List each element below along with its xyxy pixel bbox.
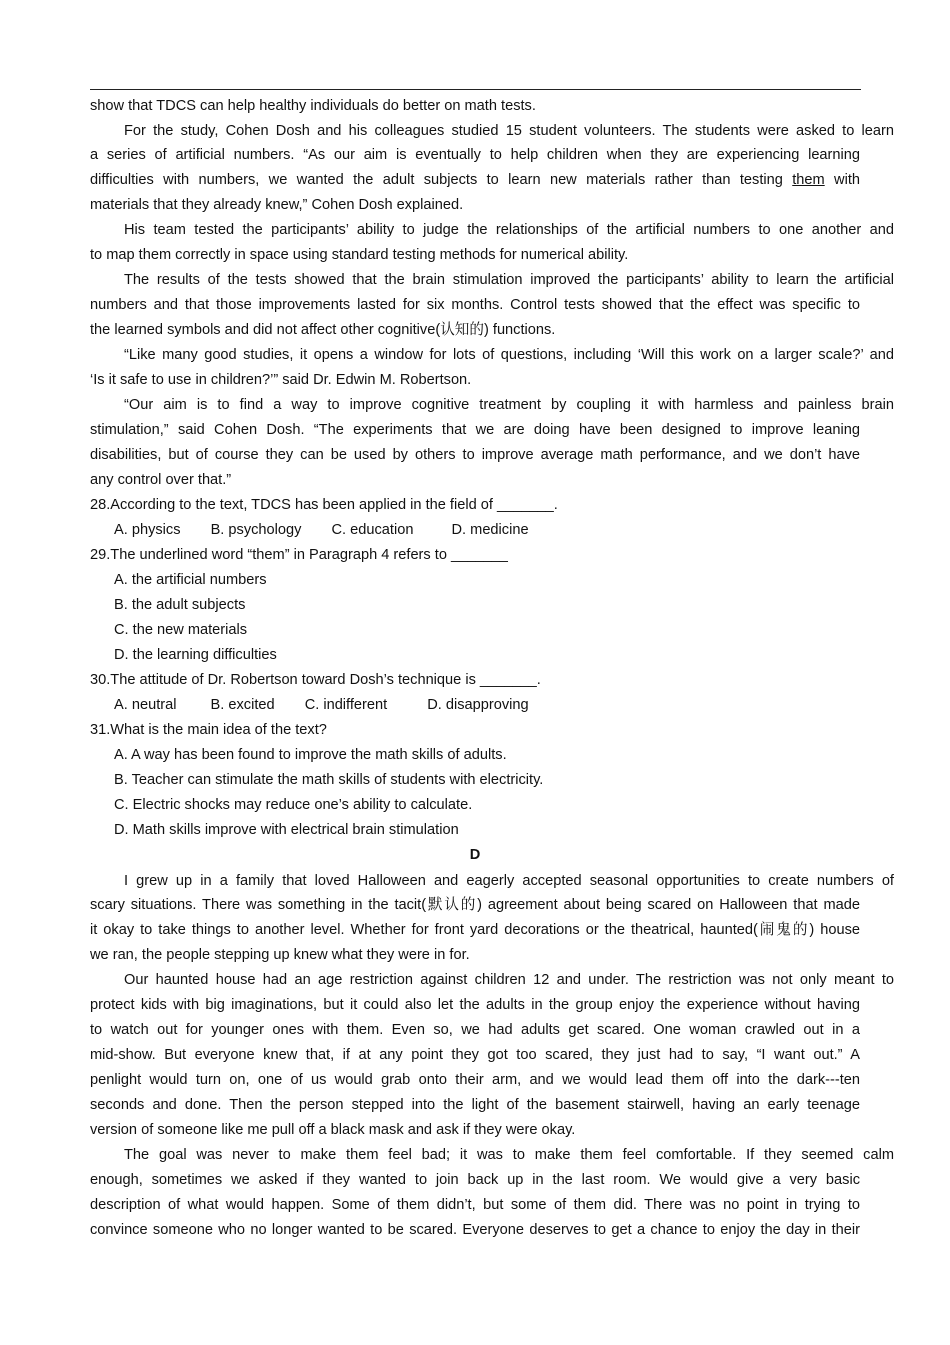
question-31-option-d[interactable]: D. Math skills improve with electrical brain stimulation xyxy=(114,822,459,838)
passage-d-line: Our haunted house had an age restriction against children 12 and under. The restriction was not only meant to xyxy=(124,972,894,988)
option-d[interactable]: D. disapproving xyxy=(427,697,529,713)
option-c[interactable]: C. education xyxy=(331,522,414,538)
passage-c-line: the learned symbols and did not affect other cognitive(认知的) functions. xyxy=(90,322,556,338)
question-30-options xyxy=(114,696,529,714)
question-29-option-b[interactable]: B. the adult subjects xyxy=(114,597,246,613)
question-28-options xyxy=(114,521,529,539)
passage-d-line: description of what would happen. Some of them didn’t, but some of them did. There was no point in trying to xyxy=(90,1197,860,1213)
passage-c-line: to map them correctly in space using standard testing methods for numerical ability. xyxy=(90,247,629,263)
passage-d-line: penlight would turn on, one of us would grab onto their arm, and we would lead them off into the dark---ten xyxy=(90,1072,860,1088)
passage-d-line: protect kids with big imaginations, but it could also let the adults in the group enjoy the experience without having xyxy=(90,997,860,1013)
option-a[interactable]: A. physics xyxy=(114,522,181,538)
passage-d-line: The goal was never to make them feel bad; it was to make them feel comfortable. If they seemed calm xyxy=(124,1147,894,1163)
passage-c-line: difficulties with numbers, we wanted the adult subjects to learn new materials rather than testing them with xyxy=(90,172,860,188)
passage-c-line: numbers and that those improvements lasted for six months. Control tests showed that the effect was specific to xyxy=(90,297,860,313)
passage-d-line: enough, sometimes we asked if they wanted to join back up in the last room. We would give a very basic xyxy=(90,1172,860,1188)
passage-d-line: it okay to take things to another level. Whether for front yard decorations or the theatrical, haunted(闹鬼的) house xyxy=(90,922,860,938)
passage-c-line: The results of the tests showed that the brain stimulation improved the participants’ ability to learn the artificial xyxy=(124,272,894,288)
passage-d-line: mid-show. But everyone knew that, if at any point they got too scared, they just had to say, “I want out.” A xyxy=(90,1047,860,1063)
underlined-word: them xyxy=(792,172,825,188)
passage-d-line: convince someone who no longer wanted to be scared. Everyone deserves to get a chance to enjoy the day in their xyxy=(90,1222,860,1238)
passage-d-heading: D xyxy=(469,847,481,863)
question-29-option-d[interactable]: D. the learning difficulties xyxy=(114,647,277,663)
passage-c-line: “Our aim is to find a way to improve cognitive treatment by coupling it with harmless and painless brain xyxy=(124,397,894,413)
passage-c-line: materials that they already knew,” Cohen Dosh explained. xyxy=(90,197,464,213)
question-29-option-a[interactable]: A. the artificial numbers xyxy=(114,572,267,588)
passage-c-line: His team tested the participants’ ability to judge the relationships of the artificial numbers to one another and xyxy=(124,222,894,238)
question-31-option-b[interactable]: B. Teacher can stimulate the math skills of students with electricity. xyxy=(114,772,544,788)
quoted-word: them xyxy=(252,547,285,563)
passage-c-line: a series of artificial numbers. “As our aim is eventually to help children when they are experiencing learning xyxy=(90,147,860,163)
option-a[interactable]: A. neutral xyxy=(114,697,177,713)
option-b[interactable]: B. psychology xyxy=(210,522,302,538)
passage-d-line: I grew up in a family that loved Halloween and eagerly accepted seasonal opportunities to create numbers of xyxy=(124,873,894,889)
option-d[interactable]: D. medicine xyxy=(451,522,529,538)
passage-c-line: show that TDCS can help healthy individuals do better on math tests. xyxy=(90,98,536,114)
question-28-stem: 28.According to the text, TDCS has been applied in the field of _______. xyxy=(90,497,558,513)
question-31-option-c[interactable]: C. Electric shocks may reduce one’s ability to calculate. xyxy=(114,797,473,813)
passage-d-line: to watch out for younger ones with them. Even so, we had adults get scared. One woman crawled out in a xyxy=(90,1022,860,1038)
passage-d-line: scary situations. There was something in the tacit(默认的) agreement about being scared on Halloween that made xyxy=(90,897,860,913)
passage-d-line: we ran, the people stepping up knew what they were in for. xyxy=(90,947,470,963)
option-b[interactable]: B. excited xyxy=(210,697,275,713)
question-31-option-a[interactable]: A. A way has been found to improve the math skills of adults. xyxy=(114,747,507,763)
passage-c-line: “Like many good studies, it opens a window for lots of questions, including ‘Will this work on a larger scale?’ and xyxy=(124,347,894,363)
passage-c-line: stimulation,” said Cohen Dosh. “The experiments that we are doing have been designed to improve leaning xyxy=(90,422,860,438)
question-30-stem: 30.The attitude of Dr. Robertson toward Dosh’s technique is _______. xyxy=(90,672,541,688)
passage-d-line: seconds and done. Then the person stepped into the light of the basement stairwell, having an early teenage xyxy=(90,1097,860,1113)
question-29-option-c[interactable]: C. the new materials xyxy=(114,622,248,638)
option-c[interactable]: C. indifferent xyxy=(304,697,388,713)
question-29-stem: 29.The underlined word “them” in Paragraph 4 refers to _______ xyxy=(90,547,508,563)
passage-c-line: any control over that.” xyxy=(90,472,232,488)
passage-c-line: disabilities, but of course they can be used by others to improve average math performance, and we don’t have xyxy=(90,447,860,463)
passage-d-line: version of someone like me pull off a black mask and ask if they were okay. xyxy=(90,1122,576,1138)
passage-c-line: ‘Is it safe to use in children?’” said Dr. Edwin M. Robertson. xyxy=(90,372,472,388)
header-rule xyxy=(90,89,861,90)
question-31-stem: 31.What is the main idea of the text? xyxy=(90,722,327,738)
passage-c-line: For the study, Cohen Dosh and his colleagues studied 15 student volunteers. The students were asked to learn xyxy=(124,123,894,139)
